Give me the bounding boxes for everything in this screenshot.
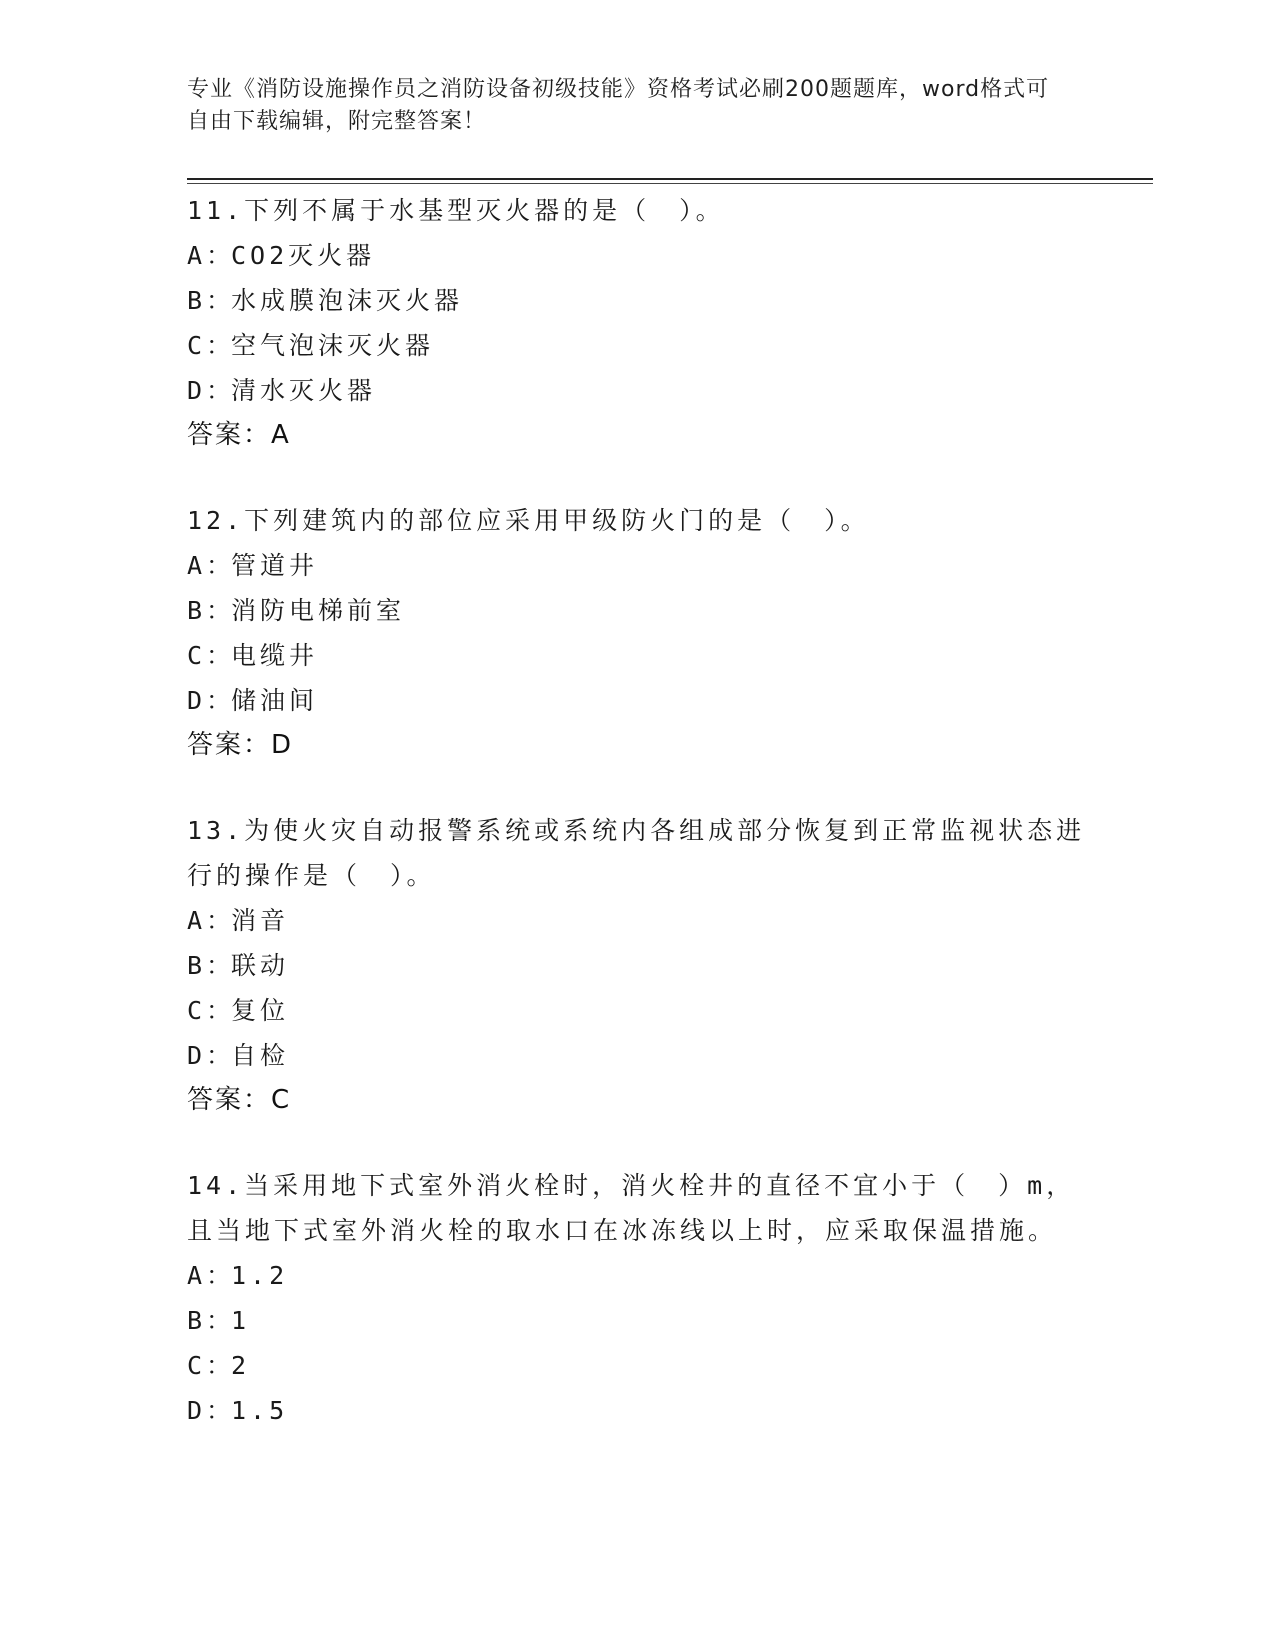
option-text: 1.5 [231, 1396, 289, 1425]
option-a [187, 898, 1087, 943]
option-d [187, 1033, 1087, 1078]
option-text: 1.2 [231, 1261, 289, 1290]
question-stem-line-2: 行的操作是（ ）。 [187, 861, 436, 890]
question-stem [187, 808, 1087, 898]
option-d [187, 368, 1087, 413]
question-12 [187, 498, 1087, 768]
option-c [187, 323, 1087, 368]
option-d [187, 1388, 1087, 1433]
option-a [187, 1253, 1087, 1298]
option-b [187, 588, 1087, 633]
option-text: 复位 [231, 996, 290, 1025]
option-letter: C： [187, 641, 236, 670]
option-letter: C： [187, 331, 236, 360]
option-letter: A： [187, 1261, 236, 1290]
option-c [187, 633, 1087, 678]
question-11 [187, 188, 1087, 458]
option-c [187, 1343, 1087, 1388]
option-b [187, 278, 1087, 323]
question-13 [187, 808, 1087, 1123]
document-header [187, 74, 1067, 138]
header-divider-thick [187, 178, 1153, 180]
answer-line: 答案：C [187, 1085, 292, 1115]
option-letter: D： [187, 376, 236, 405]
question-stem-line-2: 且当地下式室外消火栓的取水口在冰冻线以上时，应采取保温措施。 [187, 1216, 1058, 1245]
option-letter: D： [187, 1396, 236, 1425]
option-a [187, 543, 1087, 588]
option-text: 1 [231, 1306, 251, 1335]
option-letter: C： [187, 1351, 236, 1380]
question-stem-line-1: 13.为使火灾自动报警系统或系统内各组成部分恢复到正常监视状态进 [187, 816, 1086, 845]
option-letter: C： [187, 996, 236, 1025]
option-a [187, 233, 1087, 278]
option-letter: A： [187, 551, 236, 580]
question-stem [187, 188, 1087, 233]
question-14 [187, 1163, 1087, 1433]
option-letter: D： [187, 1041, 236, 1070]
answer-line: 答案：A [187, 420, 291, 450]
option-text: 自检 [231, 1041, 290, 1070]
option-text: 电缆井 [231, 641, 319, 670]
question-list [187, 188, 1087, 1473]
option-text: 清水灭火器 [231, 376, 377, 405]
option-letter: B： [187, 286, 236, 315]
question-stem-line-1: 11.下列不属于水基型灭火器的是（ ）。 [187, 196, 725, 225]
answer-line: 答案：D [187, 730, 294, 760]
option-text: 水成膜泡沫灭火器 [231, 286, 464, 315]
option-text: 消防电梯前室 [231, 596, 406, 625]
question-stem [187, 1163, 1087, 1253]
option-letter: B： [187, 951, 236, 980]
option-b [187, 1298, 1087, 1343]
question-stem [187, 498, 1087, 543]
option-letter: D： [187, 686, 236, 715]
option-text: CO2灭火器 [231, 241, 376, 270]
header-intro-text: 专业《消防设施操作员之消防设备初级技能》资格考试必刷200题题库，word格式可自由下载编辑，附完整答案！ [187, 77, 1050, 134]
option-b [187, 943, 1087, 988]
option-text: 消音 [231, 906, 290, 935]
option-letter: B： [187, 596, 236, 625]
option-letter: B： [187, 1306, 236, 1335]
option-text: 联动 [231, 951, 290, 980]
option-text: 管道井 [231, 551, 319, 580]
option-text: 2 [231, 1351, 251, 1380]
option-d [187, 678, 1087, 723]
option-letter: A： [187, 241, 236, 270]
option-text: 空气泡沫灭火器 [231, 331, 435, 360]
header-divider-thin [187, 183, 1153, 184]
option-c [187, 988, 1087, 1033]
question-stem-line-1: 14.当采用地下式室外消火栓时，消火栓井的直径不宜小于（ ）m， [187, 1171, 1076, 1200]
option-text: 储油间 [231, 686, 319, 715]
option-letter: A： [187, 906, 236, 935]
question-stem-line-1: 12.下列建筑内的部位应采用甲级防火门的是（ ）。 [187, 506, 870, 535]
